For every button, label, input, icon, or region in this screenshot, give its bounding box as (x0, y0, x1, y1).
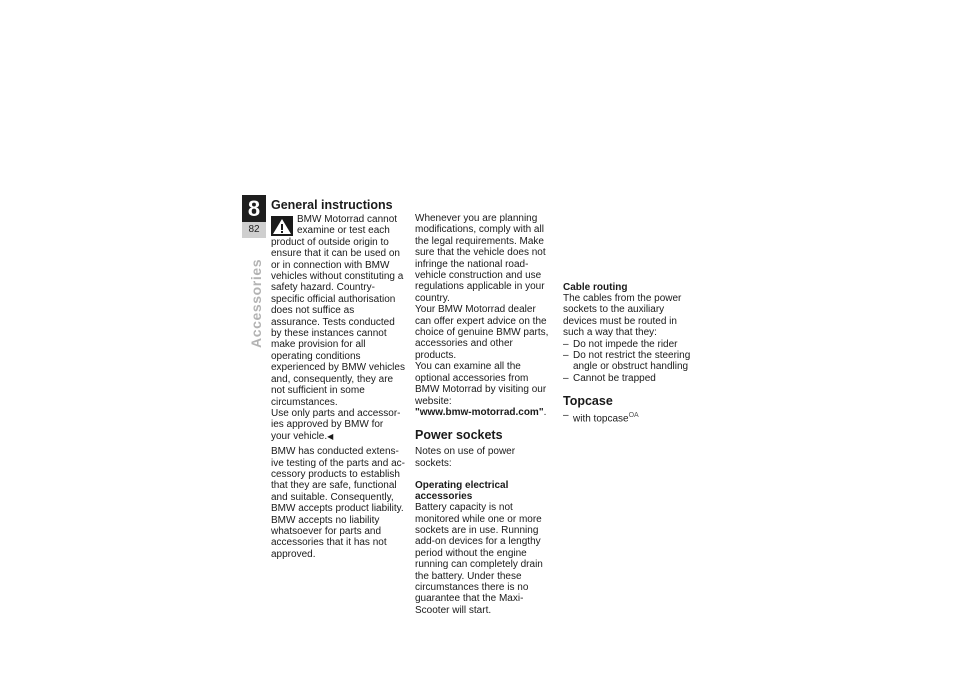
warning-icon (271, 216, 293, 236)
chapter-label: Accessories (248, 258, 264, 348)
general-paragraph-1: BMW has conducted extensive testing of the parts and accessory products to establish that they are safe, functional and suitable. Consequently, BMW accepts product liability. BMW accepts no liability whatsoever for parts and accessories that it has not approved. (271, 446, 405, 560)
column-2 (415, 213, 549, 616)
topcase-title: Topcase (563, 394, 613, 409)
cable-heading: Cable routing (563, 282, 628, 293)
power-title: Power sockets (415, 428, 503, 443)
page-number: 82 (248, 224, 260, 235)
operating-text: Battery capacity is not monitored while one or more sockets are in use. Running add-on devices for a lengthy period without the engine running can completely drain the battery. Under these circumstances there is no guarantee that the Maxi-Scooter will start. (415, 502, 543, 616)
website-link[interactable]: "www.bmw-motorrad.com" (415, 406, 544, 418)
warning-text-2: Use only parts and accessories approved by BMW for your vehicle.◀ (271, 407, 401, 442)
warning-text: BMW Motorrad cannot examine or test each product of outside origin to ensure that it can be used on or in connection with BMW vehicles without constituting a safety hazard. Country-specific official authorisation does not suffice as assurance. Tests conducted by these instances cannot make provision for all operating conditions experienced by BMW vehicles and, consequently, they are not sufficient in some circumstances. (271, 214, 405, 408)
list-item: – Do not restrict the steering angle or obstruct handling (563, 350, 697, 373)
list-item: – with topcase$^{OA}$ (563, 410, 697, 425)
chapter-number: 8 (247, 196, 261, 221)
list-item: – Do not impede the rider (563, 339, 697, 350)
power-intro: Notes on use of power sockets: (415, 446, 516, 469)
website-line: "www.bmw-motorrad.com". (415, 406, 547, 418)
cable-list (563, 339, 697, 385)
topcase-list (563, 410, 697, 425)
cable-text: The cables from the power sockets to the auxiliary devices must be routed in such a way that they: (563, 293, 682, 339)
general-paragraph-4: You can examine all the optional accessories from BMW Motorrad by visiting our website: (415, 361, 547, 407)
end-mark-icon: ◀ (327, 431, 334, 441)
column-3 (563, 282, 697, 425)
general-title: General instructions (271, 198, 393, 212)
general-paragraph-3: Your BMW Motorrad dealer can offer expert advice on the choice of genuine BMW parts, accessories and other products. (415, 304, 549, 361)
general-paragraph-2: Whenever you are planning modifications, comply with all the legal requirements. Make sure that the vehicle does not infringe the national road-vehicle construction and use regulations applicable in your country. (415, 213, 546, 304)
column-1 (271, 198, 405, 560)
list-item: – Cannot be trapped (563, 373, 697, 384)
option-superscript: OA (628, 412, 639, 420)
operating-heading: Operating electrical accessories (415, 480, 509, 503)
